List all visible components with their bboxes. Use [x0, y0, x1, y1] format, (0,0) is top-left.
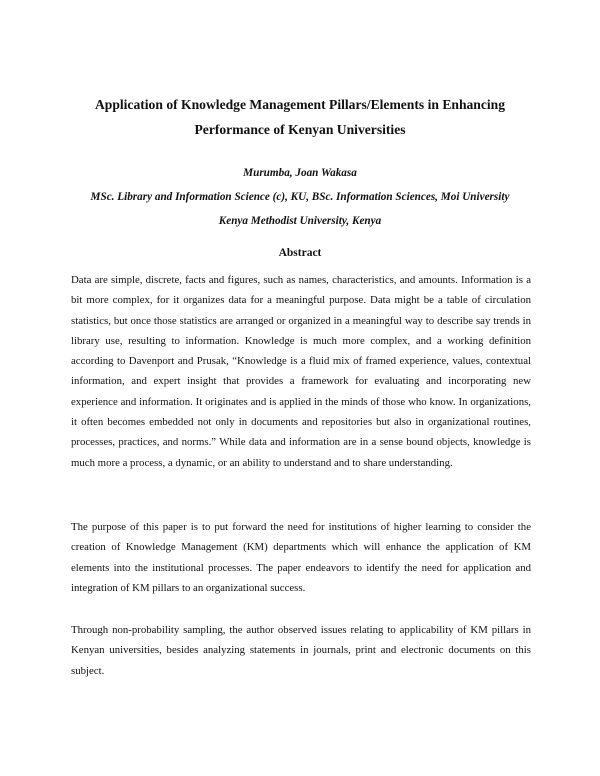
author-block [40, 161, 560, 233]
paper-title [60, 92, 540, 142]
paper-title-line-2: Performance of Kenyan Universities [194, 122, 406, 137]
abstract-heading: Abstract [278, 247, 322, 259]
author-affiliation: Kenya Methodist University, Kenya [218, 215, 382, 227]
abstract-paragraph-2: The purpose of this paper is to put forward the need for institutions of higher learning to consider the creation of Knowledge Management (KM) departments which will enhance the application of KM elements into the institutional processes. The paper endeavors to identify the need for application and integration of KM pillars to an organizational success. [71, 521, 531, 594]
abstract-paragraph-1: Data are simple, discrete, facts and figures, such as names, characteristics, and amounts. Information is a bit more complex, for it organizes data for a meaningful purpose. Data might be a table of circulation statistics, but once those statistics are arranged or organized in a meaningful way to describe say trends in library use, resulting to information. Knowledge is much more complex, and a working definition according to Davenport and Prusak, “Knowledge is a fluid mix of framed experience, values, contextual information, and expert insight that provides a framework for evaluating and incorporating new experience and information. It originates and is applied in the minds of those who know. In organizations, it often becomes embedded not only in documents and repositories but also in organizational routines, processes, practices, and norms.” While data and information are in a sense bound objects, knowledge is much more a process, a dynamic, or an ability to understand and to share understanding. [71, 274, 531, 469]
author-name: Murumba, Joan Wakasa [243, 167, 357, 179]
author-credentials: MSc. Library and Information Science (c), KU, BSc. Information Sciences, Moi University [90, 191, 510, 203]
paper-title-line-1: Application of Knowledge Management Pillars/Elements in Enhancing [94, 97, 506, 112]
abstract-paragraph-3: Through non-probability sampling, the author observed issues relating to applicability of KM pillars in Kenyan universities, besides analyzing statements in journals, print and electronic documents on this subject. [71, 624, 531, 677]
